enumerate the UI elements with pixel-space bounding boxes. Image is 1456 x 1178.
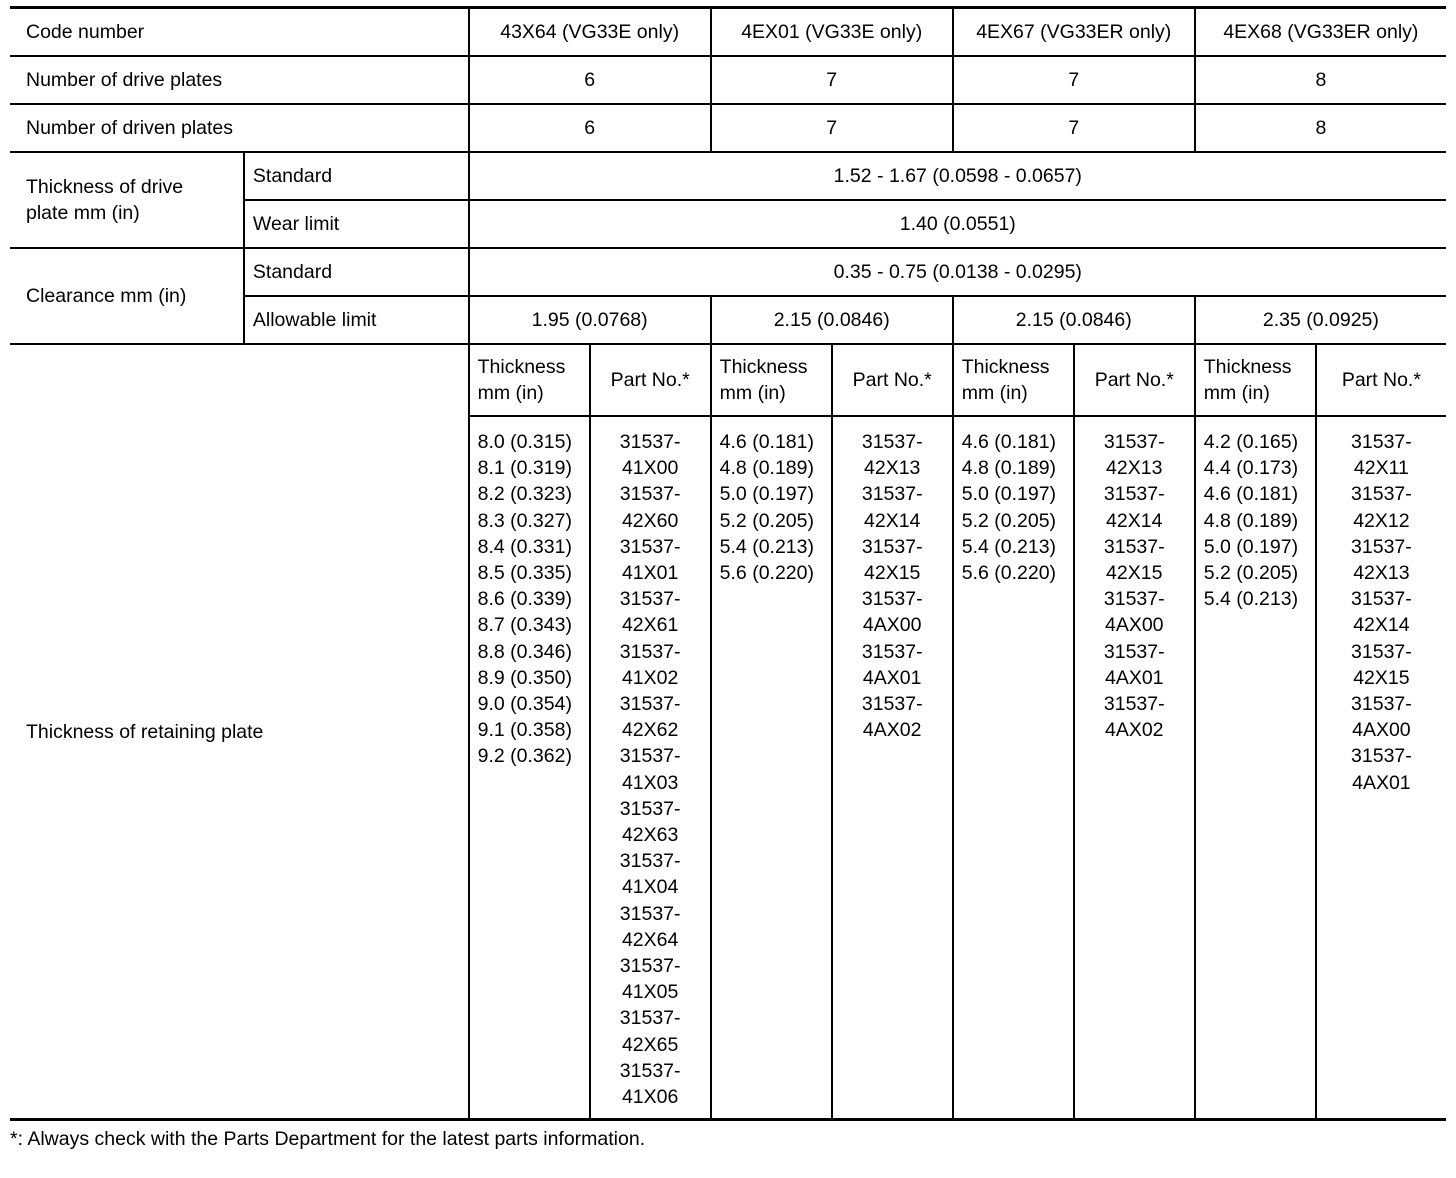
part-no-list <box>590 416 711 1120</box>
part-no-value: 31537- <box>619 535 681 558</box>
retaining-header-row <box>10 344 1446 416</box>
driven-plates-value: 7 <box>953 104 1195 152</box>
thickness-value: 5.4 (0.213) <box>961 535 1057 558</box>
thickness-header: Thickness mm (in) <box>711 344 832 416</box>
drive-thickness-wear-value: 1.40 (0.0551) <box>469 200 1446 248</box>
thickness-header: Thickness mm (in) <box>953 344 1074 416</box>
part-no-header: Part No.* <box>832 344 953 416</box>
drive-thickness-standard-row <box>10 152 1446 200</box>
code-cell: 43X64 (VG33E only) <box>469 8 711 57</box>
part-no-value: 42X12 <box>1353 509 1410 532</box>
part-no-value: 31537- <box>861 588 923 611</box>
footnote: *: Always check with the Parts Department for the latest parts information. <box>10 1128 646 1150</box>
driven-plates-label: Number of driven plates <box>10 104 469 152</box>
part-no-value: 42X63 <box>621 824 679 847</box>
allowable-limit-value: 2.15 (0.0846) <box>711 296 953 344</box>
thickness-value: 8.2 (0.323) <box>477 483 572 506</box>
part-no-value: 42X11 <box>1353 457 1409 480</box>
code-number-row <box>10 8 1446 57</box>
thickness-value: 8.9 (0.350) <box>477 666 572 689</box>
part-no-value: 4AX00 <box>1104 614 1164 637</box>
thickness-value: 8.4 (0.331) <box>477 535 572 558</box>
thickness-value: 5.2 (0.205) <box>1203 562 1299 585</box>
part-no-value: 31537- <box>1103 431 1165 453</box>
part-no-value: 41X00 <box>621 457 679 480</box>
allowable-limit-value: 2.35 (0.0925) <box>1195 296 1446 344</box>
thickness-value: 5.6 (0.220) <box>719 562 814 585</box>
drive-plates-value: 6 <box>469 56 711 104</box>
part-no-value: 4AX00 <box>1352 719 1411 742</box>
thickness-value: 4.8 (0.189) <box>961 457 1057 480</box>
part-no-value: 42X65 <box>621 1033 679 1056</box>
thickness-value: 5.6 (0.220) <box>961 562 1057 585</box>
part-no-value: 42X14 <box>1106 509 1163 532</box>
part-no-value: 31537- <box>619 588 681 611</box>
thickness-value: 8.5 (0.335) <box>477 562 572 585</box>
thickness-value: 4.6 (0.181) <box>1203 483 1299 506</box>
thickness-value: 8.0 (0.315) <box>477 431 572 453</box>
part-no-value: 4AX01 <box>1104 666 1164 689</box>
thickness-list <box>1195 416 1316 1120</box>
part-no-value: 41X06 <box>621 1086 679 1109</box>
part-no-value: 42X13 <box>1353 562 1410 585</box>
part-no-list <box>1074 416 1195 1120</box>
thickness-value: 5.4 (0.213) <box>1203 588 1299 611</box>
clearance-label: Clearance mm (in) <box>10 248 244 344</box>
driven-plates-value: 6 <box>469 104 711 152</box>
thickness-list <box>469 416 590 1120</box>
part-no-value: 31537- <box>619 902 681 925</box>
thickness-value: 5.2 (0.205) <box>719 509 814 532</box>
code-cell: 4EX67 (VG33ER only) <box>953 8 1195 57</box>
thickness-value: 4.8 (0.189) <box>1203 509 1299 532</box>
thickness-value: 9.1 (0.358) <box>477 719 572 742</box>
part-no-value: 42X14 <box>864 509 921 532</box>
part-no-value: 31537- <box>619 1059 681 1082</box>
thickness-value: 8.7 (0.343) <box>477 614 572 637</box>
part-no-value: 31537- <box>861 431 923 453</box>
driven-plates-value: 7 <box>711 104 953 152</box>
part-no-value: 31537- <box>1103 535 1165 558</box>
part-no-value: 31537- <box>619 1007 681 1030</box>
drive-plates-value: 8 <box>1195 56 1446 104</box>
thickness-list <box>953 416 1074 1120</box>
part-no-value: 31537- <box>1351 535 1412 558</box>
allowable-limit-label: Allowable limit <box>244 296 469 344</box>
thickness-header: Thickness mm (in) <box>1195 344 1316 416</box>
drive-plates-row <box>10 56 1446 104</box>
part-no-value: 31537- <box>619 955 681 978</box>
thickness-value: 5.2 (0.205) <box>961 509 1057 532</box>
thickness-value: 5.0 (0.197) <box>961 483 1057 506</box>
code-cell: 4EX68 (VG33ER only) <box>1195 8 1446 57</box>
drive-thickness-standard-value: 1.52 - 1.67 (0.0598 - 0.0657) <box>469 152 1446 200</box>
part-no-list <box>1316 416 1446 1120</box>
part-no-value: 31537- <box>861 483 923 506</box>
part-no-header: Part No.* <box>1316 344 1446 416</box>
clearance-standard-value: 0.35 - 0.75 (0.0138 - 0.0295) <box>469 248 1446 296</box>
thickness-value: 4.6 (0.181) <box>719 431 814 453</box>
part-no-value: 31537- <box>861 693 923 716</box>
thickness-header: Thickness mm (in) <box>469 344 590 416</box>
thickness-value: 4.6 (0.181) <box>961 431 1057 453</box>
driven-plates-value: 8 <box>1195 104 1446 152</box>
part-no-value: 42X13 <box>864 457 921 480</box>
part-no-value: 42X13 <box>1106 457 1163 480</box>
part-no-value: 31537- <box>1351 640 1412 663</box>
part-no-header: Part No.* <box>1074 344 1195 416</box>
code-number-label: Code number <box>10 8 469 57</box>
thickness-value: 9.0 (0.354) <box>477 693 572 716</box>
thickness-value: 5.4 (0.213) <box>719 535 814 558</box>
part-no-value: 31537- <box>1351 588 1412 611</box>
clearance-standard-row <box>10 248 1446 296</box>
part-no-value: 31537- <box>619 640 681 663</box>
part-no-header: Part No.* <box>590 344 711 416</box>
part-no-value: 4AX00 <box>862 614 922 637</box>
thickness-value: 8.3 (0.327) <box>477 509 572 532</box>
part-no-value: 4AX01 <box>862 666 922 689</box>
part-no-value: 42X61 <box>621 614 679 637</box>
part-no-value: 42X64 <box>621 928 679 951</box>
code-cell: 4EX01 (VG33E only) <box>711 8 953 57</box>
retaining-plate-label: Thickness of retaining plate <box>10 344 469 1120</box>
spec-table <box>10 6 1446 1121</box>
drive-plates-value: 7 <box>953 56 1195 104</box>
part-no-value: 41X02 <box>621 666 679 689</box>
part-no-value: 31537- <box>861 535 923 558</box>
thickness-value: 5.0 (0.197) <box>1203 535 1299 558</box>
thickness-value: 4.4 (0.173) <box>1203 457 1299 480</box>
part-no-value: 31537- <box>619 483 681 506</box>
part-no-value: 4AX02 <box>1104 719 1164 742</box>
thickness-value: 9.2 (0.362) <box>477 745 572 768</box>
part-no-value: 42X60 <box>621 509 679 532</box>
part-no-value: 31537- <box>1103 483 1165 506</box>
part-no-value: 41X03 <box>621 771 679 794</box>
thickness-value: 4.8 (0.189) <box>719 457 814 480</box>
part-no-value: 42X15 <box>864 562 921 585</box>
part-no-value: 31537- <box>619 797 681 820</box>
part-no-value: 31537- <box>1351 693 1412 716</box>
allowable-limit-value: 2.15 (0.0846) <box>953 296 1195 344</box>
drive-plates-label: Number of drive plates <box>10 56 469 104</box>
part-no-value: 41X01 <box>621 562 679 585</box>
thickness-value: 4.2 (0.165) <box>1203 431 1299 453</box>
thickness-value: 8.6 (0.339) <box>477 588 572 611</box>
part-no-list <box>832 416 953 1120</box>
thickness-list <box>711 416 832 1120</box>
thickness-value: 8.1 (0.319) <box>477 457 572 480</box>
part-no-value: 4AX02 <box>862 719 922 742</box>
part-no-value: 31537- <box>1103 640 1165 663</box>
part-no-value: 31537- <box>1103 588 1165 611</box>
part-no-value: 42X14 <box>1353 614 1410 637</box>
part-no-value: 31537- <box>861 640 923 663</box>
part-no-value: 31537- <box>619 693 681 716</box>
part-no-value: 31537- <box>619 745 681 768</box>
part-no-value: 42X15 <box>1353 666 1410 689</box>
part-no-value: 31537- <box>619 850 681 873</box>
part-no-value: 42X62 <box>621 719 679 742</box>
part-no-value: 31537- <box>1351 745 1412 768</box>
part-no-value: 42X15 <box>1106 562 1163 585</box>
part-no-value: 41X05 <box>621 981 679 1004</box>
drive-thickness-label: Thickness of drive plate mm (in) <box>10 152 244 248</box>
driven-plates-row <box>10 104 1446 152</box>
wear-limit-label: Wear limit <box>244 200 469 248</box>
standard-label: Standard <box>244 248 469 296</box>
drive-plates-value: 7 <box>711 56 953 104</box>
part-no-value: 4AX01 <box>1352 771 1411 794</box>
thickness-value: 5.0 (0.197) <box>719 483 814 506</box>
part-no-value: 31537- <box>1103 693 1165 716</box>
part-no-value: 41X04 <box>621 876 679 899</box>
part-no-value: 31537- <box>1351 483 1412 506</box>
allowable-limit-value: 1.95 (0.0768) <box>469 296 711 344</box>
part-no-value: 31537- <box>619 431 681 453</box>
standard-label: Standard <box>244 152 469 200</box>
thickness-value: 8.8 (0.346) <box>477 640 572 663</box>
part-no-value: 31537- <box>1351 431 1412 453</box>
